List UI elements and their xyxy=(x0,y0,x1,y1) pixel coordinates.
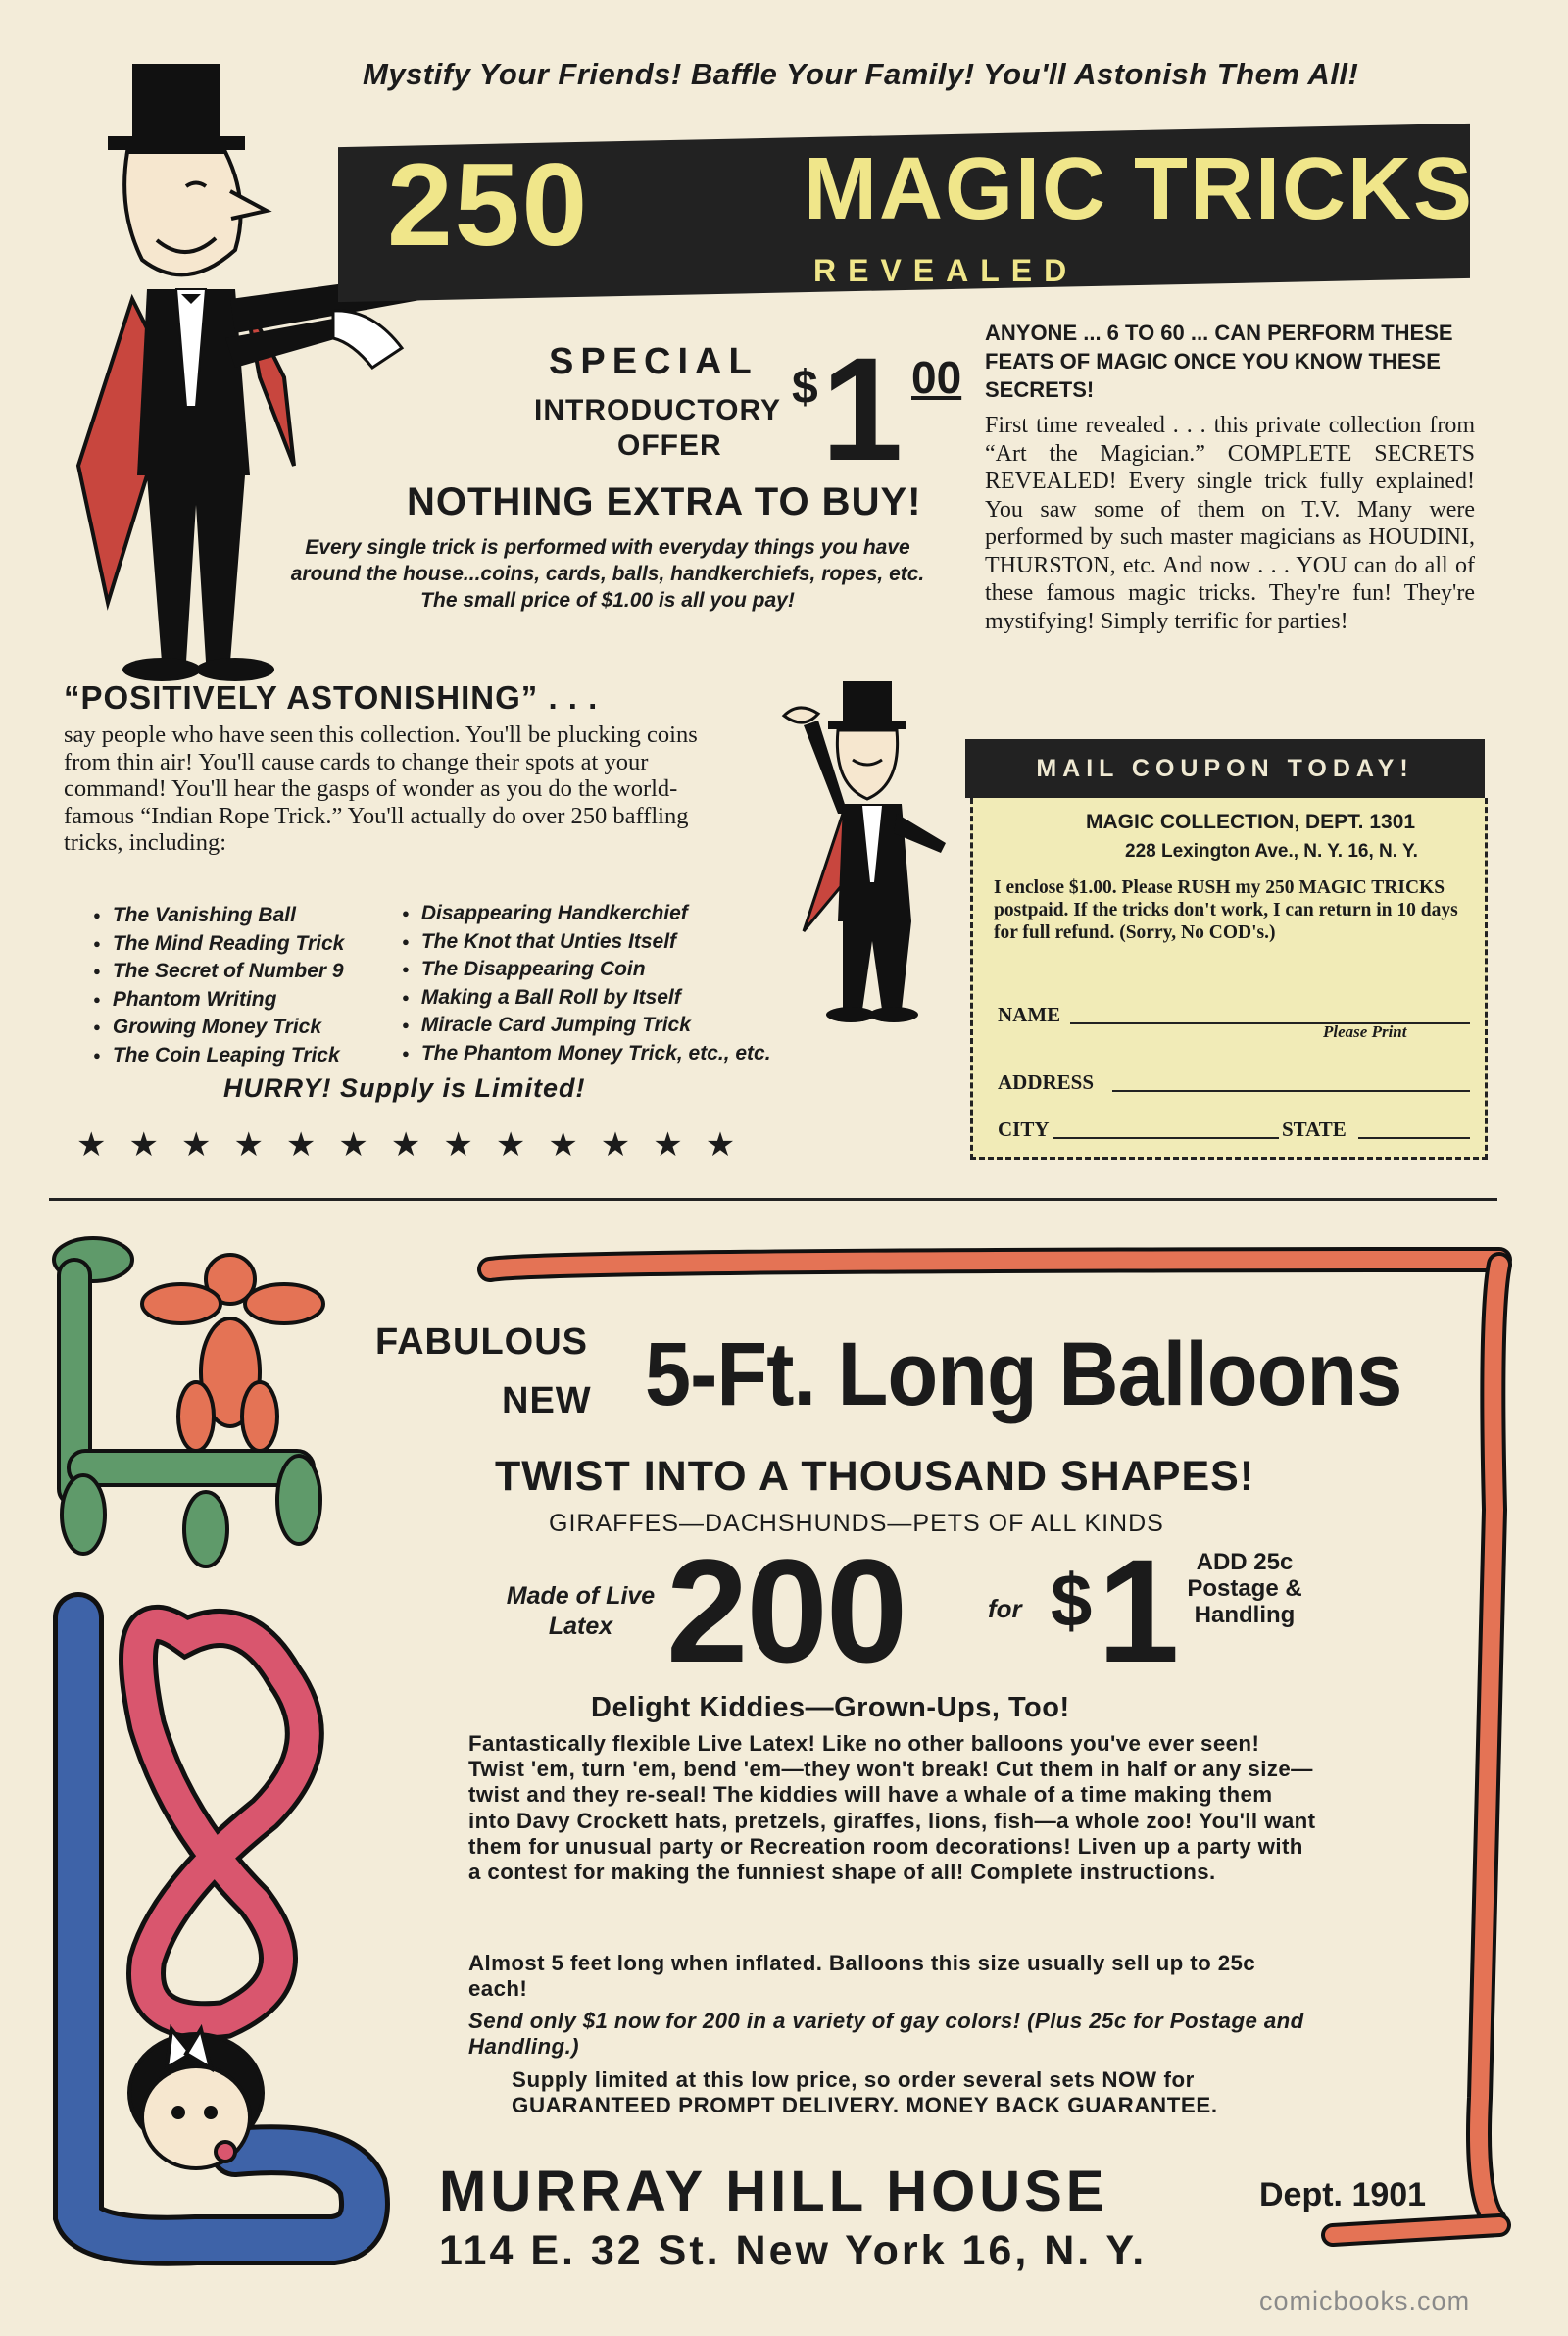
coupon-city-field[interactable] xyxy=(1054,1137,1279,1139)
list-item: ● Disappearing Handkerchief xyxy=(402,900,771,928)
list-item: ● Phantom Writing xyxy=(93,986,344,1015)
astonishing-heading: “POSITIVELY ASTONISHING” . . . xyxy=(64,679,599,716)
balloon-title: 5-Ft. Long Balloons xyxy=(645,1324,1402,1424)
list-item: ● Making a Ball Roll by Itself xyxy=(402,984,771,1013)
list-item: ● Growing Money Trick xyxy=(93,1014,344,1042)
banner-title: MAGIC TRICKS xyxy=(804,140,1474,238)
list-item: ● The Phantom Money Trick, etc., etc. xyxy=(402,1040,771,1069)
coupon-address-line1: MAGIC COLLECTION, DEPT. 1301 xyxy=(1086,811,1416,833)
hurry-text: HURRY! Supply is Limited! xyxy=(223,1073,586,1103)
section-divider xyxy=(49,1198,1497,1201)
small-magician-illustration xyxy=(745,676,980,1049)
company-dept: Dept. 1901 xyxy=(1259,2176,1427,2213)
list-item: ● The Secret of Number 9 xyxy=(93,958,344,986)
price-dollar-sign: $ xyxy=(792,362,818,414)
list-item: ● The Knot that Unties Itself xyxy=(402,928,771,957)
astonishing-body: say people who have seen this collection. You'll be plucking coins from thin air! You'll cause cards to change their spots at your command! You'll hear the gasps of wonder as you do the world-famous “Indian Rope Trick.” You'll actually do over 250 baffling tricks, including: xyxy=(64,721,698,856)
balloon-price-amount: 1 xyxy=(1098,1528,1180,1693)
price-amount: 1 xyxy=(821,326,904,491)
company-name: MURRAY HILL HOUSE xyxy=(439,2160,1108,2223)
list-item: ● The Coin Leaping Trick xyxy=(93,1042,344,1070)
offer-label: OFFER xyxy=(617,429,722,462)
site-watermark: comicbooks.com xyxy=(1259,2286,1471,2315)
made-of-latex: Made of Live Latex xyxy=(506,1582,656,1640)
coupon-address-line2: 228 Lexington Ave., N. Y. 16, N. Y. xyxy=(1125,841,1418,862)
balloon-price-dollar-sign: $ xyxy=(1051,1560,1093,1643)
balloon-body-paragraph: Fantastically flexible Live Latex! Like no other balloons you've ever seen! Twist 'em, turn 'em, bend 'em—they won't break! Cut them in half or any size—twist and they re-seal! The kiddies will have a whale of a time making them into Davy Crockett hats, pretzels, giraffes, lions, fish—a whole zoo! You'll want them for unusual party or Recreation room decorations! Liven up a party with a contest for making the funniest shape of all! Complete instructions. xyxy=(468,1731,1316,1885)
coupon-state-field[interactable] xyxy=(1358,1137,1470,1139)
nothing-extra-heading: NOTHING EXTRA TO BUY! xyxy=(407,480,922,523)
coupon-name-label: NAME xyxy=(998,1003,1061,1026)
list-item: ● The Vanishing Ball xyxy=(93,902,344,930)
postage-note: ADD 25c Postage & Handling xyxy=(1187,1549,1302,1628)
coupon-address-field[interactable] xyxy=(1112,1090,1470,1092)
coupon-address-label: ADDRESS xyxy=(998,1070,1095,1094)
price-cents: 00 xyxy=(911,352,962,403)
twist-heading: TWIST INTO A THOUSAND SHAPES! xyxy=(495,1453,1255,1500)
trick-list-right xyxy=(402,900,771,1068)
anyone-headline: ANYONE ... 6 TO 60 ... CAN PERFORM THESE FEATS OF MAGIC ONCE YOU KNOW THESE SECRETS! xyxy=(985,321,1453,402)
quantity-number: 200 xyxy=(666,1528,906,1693)
new-label: NEW xyxy=(502,1380,592,1421)
offer-introductory: INTRODUCTORY xyxy=(534,394,781,426)
list-item: ● The Mind Reading Trick xyxy=(93,930,344,959)
fabulous-label: FABULOUS xyxy=(375,1321,588,1363)
company-address: 114 E. 32 St. New York 16, N. Y. xyxy=(439,2227,1148,2274)
balloon-size-paragraph: Almost 5 feet long when inflated. Balloons this size usually sell up to 25c each! xyxy=(468,1951,1256,2002)
coupon-header: MAIL COUPON TODAY! xyxy=(965,739,1485,798)
send-only-paragraph: Send only $1 now for 200 in a variety of gay colors! (Plus 25c for Postage and Handling.) xyxy=(468,2009,1304,2060)
everyday-items-text: Every single trick is performed with everyday things you have around the house...coins, cards, balls, handkerchiefs, ropes, etc. The small price of $1.00 is all you pay! xyxy=(290,536,925,612)
delight-heading: Delight Kiddies—Grown-Ups, Too! xyxy=(591,1692,1070,1723)
banner-number: 250 xyxy=(387,139,590,271)
coupon-name-field[interactable] xyxy=(1070,1022,1470,1024)
tagline: Mystify Your Friends! Baffle Your Family! You'll Astonish Them All! xyxy=(363,57,1359,91)
list-item: ● The Disappearing Coin xyxy=(402,956,771,984)
please-print-note: Please Print xyxy=(1323,1022,1407,1041)
offer-special: SPECIAL xyxy=(549,341,759,382)
trick-list-left xyxy=(93,902,344,1069)
coupon-city-label: CITY xyxy=(998,1118,1050,1141)
for-label: for xyxy=(988,1594,1022,1623)
star-row: ★★★★★★★★★★★★★ xyxy=(76,1126,759,1164)
banner-subtitle: REVEALED xyxy=(813,253,1079,288)
kinds-subheading: GIRAFFES—DACHSHUNDS—PETS OF ALL KINDS xyxy=(549,1510,1164,1537)
list-item: ● Miracle Card Jumping Trick xyxy=(402,1012,771,1040)
coupon-state-label: STATE xyxy=(1282,1118,1347,1141)
coupon-body: I enclose $1.00. Please RUSH my 250 MAGIC TRICKS postpaid. If the tricks don't work, I can return in 10 days for full refund. (Sorry, No COD's.) xyxy=(994,877,1458,943)
supply-limited-paragraph: Supply limited at this low price, so order several sets NOW for GUARANTEED PROMPT DELIVERY. MONEY BACK GUARANTEE. xyxy=(512,2067,1218,2118)
anyone-body: First time revealed . . . this private collection from “Art the Magician.” COMPLETE SECRETS REVEALED! Every single trick fully explained! You saw some of them on T.V. Many were performed by such master magicians as HOUDINI, THURSTON, etc. And now . . . YOU can do all of these famous magic tricks. They're fun! They're mystifying! Simply terrific for parties! xyxy=(985,413,1475,634)
